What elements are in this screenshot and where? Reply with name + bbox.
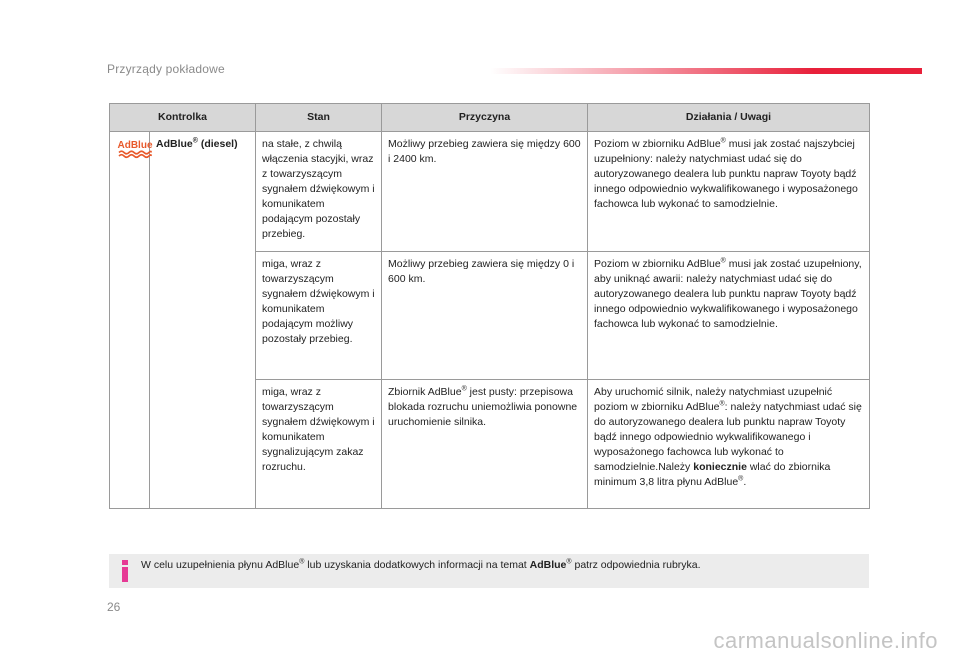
page-section-title: Przyrządy pokładowe bbox=[107, 62, 225, 76]
adblue-logo-text: AdBlue bbox=[117, 140, 153, 151]
table-header-row bbox=[110, 104, 870, 132]
watermark: carmanualsonline.info bbox=[713, 628, 938, 653]
action-cell: Aby uruchomić silnik, należy natychmiast uzupełnić poziom w zbiorniku AdBlue®: należy natychmiast udać się do autoryzowanego dealera lub punktu napraw Toyoty bądź innego odpowiednio wykwalifikowanego i wyposażonego fachowca lub wykonać to samodzielnie.Należy koniecznie wlać do zbiornika minimum 3,8 litra płynu AdBlue®. bbox=[588, 380, 870, 509]
action-cell: Poziom w zbiorniku AdBlue® musi jak zostać najszybciej uzupełniony: należy natychmiast udać się do autoryzowanego dealera lub punktu napraw Toyoty bądź innego odpowiednio wykwalifikowanego i wyposażonego fachowca lub wykonać to samodzielnie. bbox=[588, 132, 870, 252]
warning-lights-table bbox=[109, 103, 870, 509]
state-cell: miga, wraz z towarzyszącym sygnałem dźwiękowym i komunikatem sygnalizującym zakaz rozruchu. bbox=[256, 380, 382, 509]
column-header-cause: Przyczyna bbox=[382, 104, 588, 132]
cause-cell: Możliwy przebieg zawiera się między 600 i 2400 km. bbox=[382, 132, 588, 252]
info-text: W celu uzupełnienia płynu AdBlue® lub uzyskania dodatkowych informacji na temat AdBlue® patrz odpowiednia rubryka. bbox=[141, 558, 701, 571]
column-header-indicator: Kontrolka bbox=[110, 104, 256, 132]
indicator-icon-cell bbox=[110, 132, 153, 509]
page-number: 26 bbox=[107, 600, 121, 614]
header-accent-bar bbox=[490, 68, 922, 74]
adblue-warning-icon bbox=[116, 137, 154, 159]
column-header-actions: Działania / Uwagi bbox=[588, 104, 870, 132]
state-cell: miga, wraz z towarzyszącym sygnałem dźwiękowym i komunikatem podającym możliwy pozostały przebieg. bbox=[256, 252, 382, 380]
cause-cell: Możliwy przebieg zawiera się między 0 i 600 km. bbox=[382, 252, 588, 380]
action-cell: Poziom w zbiorniku AdBlue® musi jak zostać uzupełniony, aby uniknąć awarii: należy natychmiast udać się do autoryzowanego dealera lub punktu napraw Toyoty bądź innego odpowiednio wykwalifikowanego i wyposażonego fachowca lub wykonać to samodzielnie. bbox=[588, 252, 870, 380]
column-header-state: Stan bbox=[256, 104, 382, 132]
table-row bbox=[110, 132, 870, 252]
info-note bbox=[109, 554, 869, 588]
info-icon bbox=[116, 559, 134, 583]
cause-cell: Zbiornik AdBlue® jest pusty: przepisowa blokada rozruchu uniemożliwia ponowne uruchomienie silnika. bbox=[382, 380, 588, 509]
state-cell: na stałe, z chwilą włączenia stacyjki, wraz z towarzyszącym sygnałem dźwiękowym i komunikatem podającym pozostały przebieg. bbox=[256, 132, 382, 252]
indicator-name: AdBlue® (diesel) bbox=[150, 132, 256, 509]
